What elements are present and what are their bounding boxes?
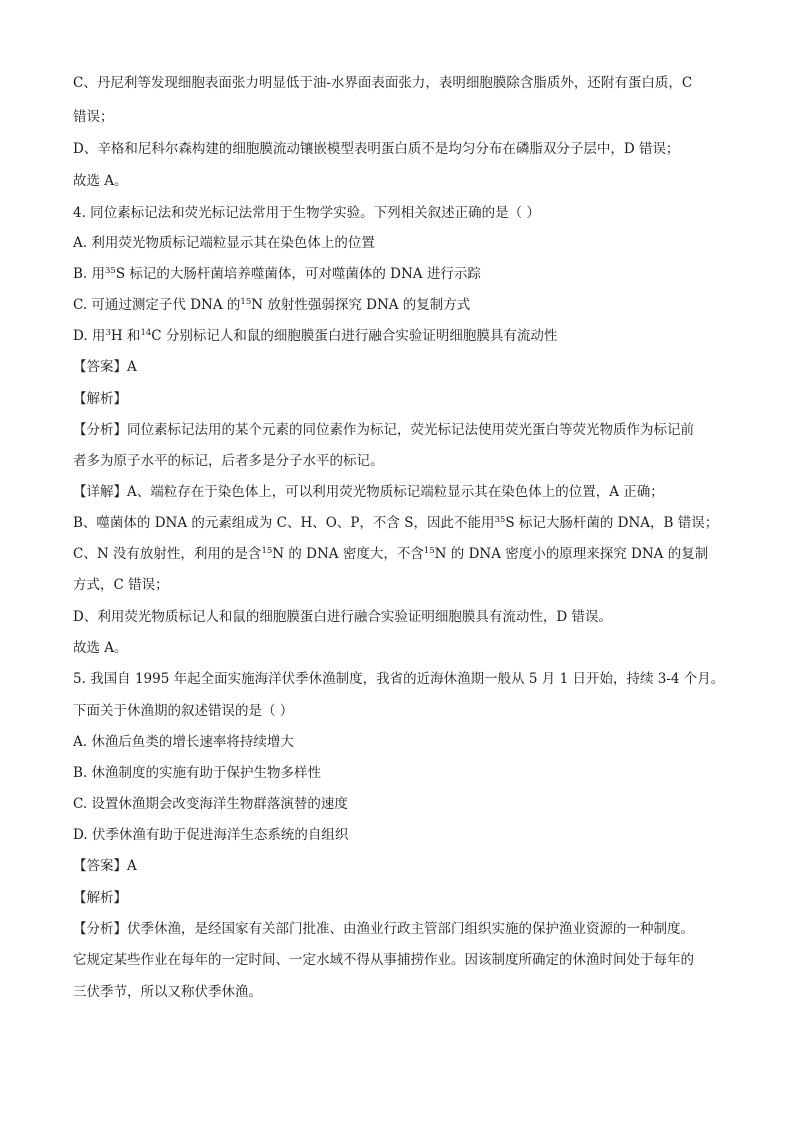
q5-analysis-heading: 【解析】 <box>73 890 127 906</box>
q5-option-a: A. 休渔后鱼类的增长速率将持续增大 <box>73 734 294 750</box>
q4-xiangjie-c-pre: C、N 没有放射性，利用的是含 <box>73 546 262 562</box>
q4-xiangjie-c-line1 <box>73 545 708 563</box>
q5-option-d: D. 伏季休渔有助于促进海洋生态系统的自组织 <box>73 827 349 843</box>
q4-xiangjie-c-sup2: 15 <box>423 546 435 556</box>
q5-fenxi-line3: 三伏季节，所以又称伏季休渔。 <box>73 984 262 1000</box>
q4-option-c-pre: C. 可通过测定子代 DNA 的 <box>73 297 241 313</box>
q5-answer: 【答案】A <box>73 858 137 874</box>
q4-option-d-post: C 分别标记人和鼠的细胞膜蛋白进行融合实验证明细胞膜具有流动性 <box>151 328 558 344</box>
q5-fenxi-line1: 【分析】伏季休渔，是经国家有关部门批准、由渔业行政主管部门组织实施的保护渔业资源的一种制度。 <box>73 921 694 937</box>
q4-xiangjie-b-post: S 标记大肠杆菌的 DNA，B 错误； <box>505 515 719 531</box>
q4-xiangjie-c-post: N 的 DNA 密度小的原理来探究 DNA 的复制 <box>434 546 709 562</box>
q4-option-d-mid: H 和 <box>110 328 141 344</box>
q4-fenxi-line2: 者多为原子水平的标记，后者多是分子水平的标记。 <box>73 453 384 469</box>
q4-xiangjie-b-pre: B、噬菌体的 DNA 的元素组成为 C、H、O、P，不含 S，因此不能用 <box>73 515 495 531</box>
q4-choose: 故选 A。 <box>73 640 128 656</box>
q3-choose: 故选 A。 <box>73 173 128 189</box>
q5-stem-line2: 下面关于休渔期的叙述错误的是（ ） <box>73 703 294 719</box>
q5-fenxi-line2: 它规定某些作业在每年的一定时间、一定水域不得从事捕捞作业。因该制度所确定的休渔时间处于每年的 <box>73 952 694 968</box>
q4-option-d-sup2: 14 <box>140 328 152 338</box>
q4-option-a: A. 利用荧光物质标记端粒显示其在染色体上的位置 <box>73 235 375 251</box>
q4-fenxi-line1: 【分析】同位素标记法用的某个元素的同位素作为标记，荧光标记法使用荧光蛋白等荧光物质作为标记前 <box>73 422 694 438</box>
q5-option-c: C. 设置休渔期会改变海洋生物群落演替的速度 <box>73 796 348 812</box>
q4-option-c-sup: 15 <box>240 297 252 307</box>
q4-option-c <box>73 296 470 314</box>
q4-option-b-pre: B. 用 <box>73 266 106 282</box>
q3-option-c-explanation-line2: 错误； <box>73 109 114 125</box>
q4-xiangjie-a: 【详解】A、端粒存在于染色体上，可以利用荧光物质标记端粒显示其在染色体上的位置，A 正确； <box>73 484 664 500</box>
q4-xiangjie-c-sup1: 15 <box>261 546 273 556</box>
q4-answer: 【答案】A <box>73 359 137 375</box>
q4-option-d-pre: D. 用 <box>73 328 106 344</box>
q4-stem: 4. 同位素标记法和荧光标记法常用于生物学实验。下列相关叙述正确的是（ ） <box>73 205 540 221</box>
q4-xiangjie-b <box>73 514 718 532</box>
q5-stem-line1: 5. 我国自 1995 年起全面实施海洋伏季休渔制度，我省的近海休渔期一般从 5 月 1 日开始，持续 3-4 个月。 <box>73 671 725 687</box>
q4-option-b <box>73 265 481 283</box>
q4-option-c-post: N 放射性强弱探究 DNA 的复制方式 <box>251 297 471 313</box>
q4-option-d-sup1: 3 <box>105 328 111 338</box>
q4-option-d <box>73 327 557 345</box>
q4-xiangjie-c-mid: N 的 DNA 密度大，不含 <box>272 546 424 562</box>
q4-option-b-sup: 35 <box>105 266 116 276</box>
q4-analysis-heading: 【解析】 <box>73 391 127 407</box>
q4-xiangjie-c-line2: 方式，C 错误； <box>73 577 169 593</box>
q4-option-b-post: S 标记的大肠杆菌培养噬菌体，可对噬菌体的 DNA 进行示踪 <box>115 266 481 282</box>
q3-option-c-explanation-line1: C、丹尼利等发现细胞表面张力明显低于油-水界面表面张力，表明细胞膜除含脂质外，还附有蛋白质，C <box>73 75 693 91</box>
q4-xiangjie-b-sup: 35 <box>494 515 506 525</box>
q3-option-d-explanation: D、辛格和尼科尔森构建的细胞膜流动镶嵌模型表明蛋白质不是均匀分布在磷脂双分子层中，D 错误； <box>73 141 680 157</box>
q5-option-b: B. 休渔制度的实施有助于保护生物多样性 <box>73 765 322 781</box>
q4-xiangjie-d: D、利用荧光物质标记人和鼠的细胞膜蛋白进行融合实验证明细胞膜具有流动性，D 错误。 <box>73 609 612 625</box>
